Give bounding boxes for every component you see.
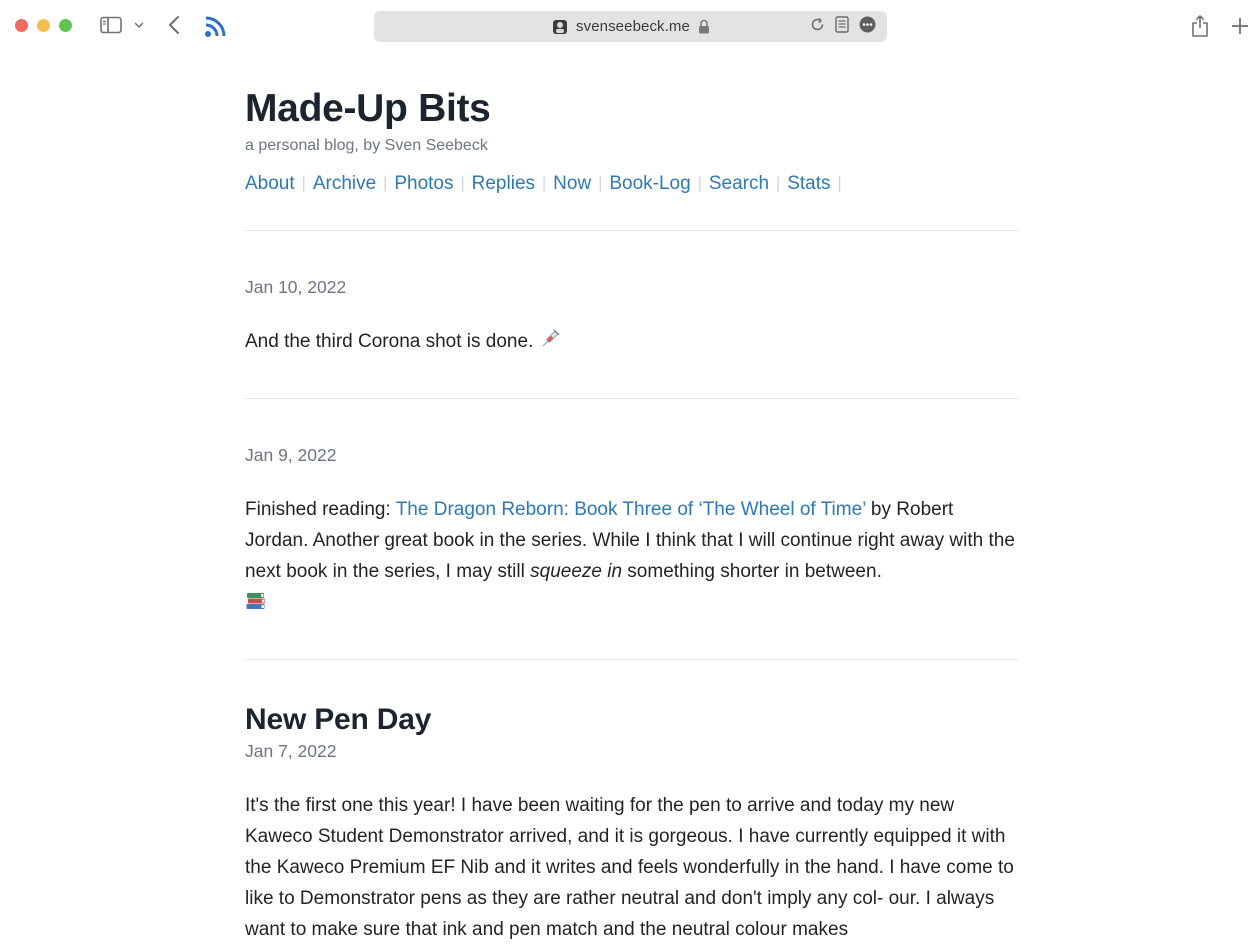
nav-separator: | (301, 175, 306, 192)
divider (245, 659, 1018, 660)
nav-replies-link[interactable]: Replies (471, 173, 536, 194)
nav-search-link[interactable]: Search (708, 173, 770, 194)
post-body (245, 494, 1017, 621)
nav-stats-link[interactable]: Stats (787, 173, 831, 194)
post-text: And the third Corona shot is done. (245, 331, 534, 352)
close-window-button[interactable] (15, 19, 28, 32)
lock-icon (698, 19, 710, 34)
site-subtitle: a personal blog, by Sven Seebeck (245, 137, 488, 154)
post-entry (245, 444, 1017, 621)
page-content (245, 52, 1017, 945)
share-icon[interactable] (1189, 13, 1211, 39)
site-favicon-icon (552, 19, 568, 35)
browser-toolbar (0, 0, 1257, 52)
divider (245, 230, 1018, 231)
books-icon (245, 590, 267, 621)
post-entry (245, 276, 1017, 360)
nav-separator: | (460, 175, 465, 192)
nav-photos-link[interactable]: Photos (394, 173, 454, 194)
minimize-window-button[interactable] (37, 19, 50, 32)
nav-separator: | (776, 175, 781, 192)
rss-icon[interactable] (203, 15, 227, 39)
nav-separator: | (837, 175, 842, 192)
nav-separator: | (598, 175, 603, 192)
site-nav (245, 171, 1017, 197)
nav-separator: | (542, 175, 547, 192)
nav-about-link[interactable]: About (245, 173, 295, 194)
back-arrow-icon[interactable] (165, 14, 183, 36)
post-text: something shorter in between. (622, 561, 882, 582)
post-text: Finished reading: (245, 499, 396, 520)
syringe-icon (539, 328, 561, 360)
post-entry (245, 702, 1017, 945)
nav-separator: | (383, 175, 388, 192)
plus-icon[interactable] (1228, 14, 1252, 38)
divider (245, 398, 1018, 399)
nav-archive-link[interactable]: Archive (312, 173, 377, 194)
post-date[interactable]: Jan 7, 2022 (245, 741, 337, 761)
post-title[interactable]: New Pen Day (245, 703, 432, 736)
more-icon[interactable] (859, 16, 876, 38)
reader-mode-icon[interactable] (835, 16, 849, 38)
sidebar-icon[interactable] (100, 16, 122, 34)
address-bar[interactable] (374, 11, 887, 42)
post-date[interactable]: Jan 10, 2022 (245, 277, 347, 297)
book-link[interactable]: The Dragon Reborn: Book Three of ‘The Wheel of Time’ (395, 499, 866, 520)
zoom-window-button[interactable] (59, 19, 72, 32)
post-date[interactable]: Jan 9, 2022 (245, 445, 337, 465)
nav-book-log-link[interactable]: Book-Log (609, 173, 691, 194)
url-text: svenseebeck.me (576, 18, 690, 35)
post-body (245, 326, 1017, 360)
chevron-down-icon[interactable] (133, 18, 145, 32)
site-title[interactable]: Made-Up Bits (245, 87, 491, 130)
reload-icon[interactable] (810, 17, 825, 37)
nav-separator: | (697, 175, 702, 192)
post-body: It's the first one this year! I have been waiting for the pen to arrive and today my new Kaweco Student Demonstrator arrived, and it is gorgeous. I have currently equipped it with the Kaweco Premium EF Nib and it writes and feels wonderfully in the hand. I have come to like to Demonstrator pens as they are rather neutral and don't imply any col- our. I always want to make sure that ink and pen match and the neutral colour makes (245, 795, 1014, 940)
post-text: by Robert Jordan. Another great book in the series. While I think that I will continue right away with the next book in the series, I may still (245, 499, 1015, 582)
nav-now-link[interactable]: Now (553, 173, 592, 194)
post-emphasis: squeeze in (530, 561, 623, 582)
